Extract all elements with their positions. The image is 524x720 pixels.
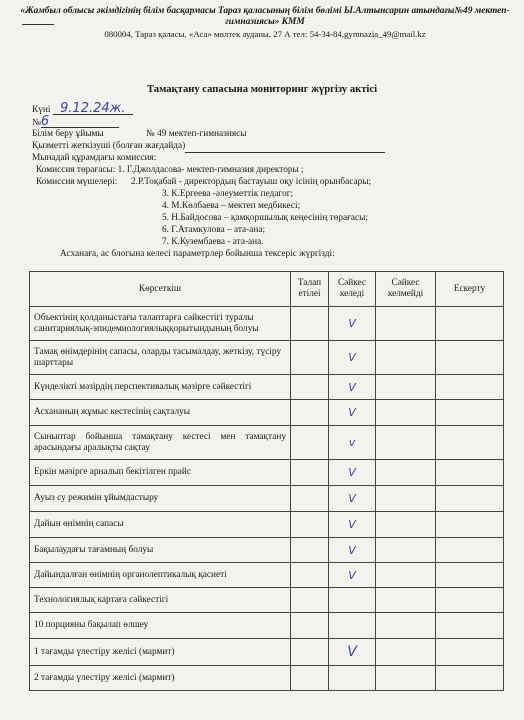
required-cell [291,307,329,341]
compliant-cell [329,613,376,639]
note-cell [436,400,504,426]
indicator-cell: Бақылаудағы тағамның болуы [30,538,291,563]
col-header-indicator: Көрсеткіш [30,272,291,307]
header-organization: «Жамбыл облысы әкімдігінің білім басқармасы Тараз қаласының білім бөлімі Ы.Алтынсарин атындағы№49 мектеп-гимназиясы» КММ [20,6,510,27]
required-cell [291,486,329,512]
indicator-cell: Объектінің қолданыстағы талаптарға сәйкестігі туралы санитариялық-эпидемиологиялыққорытындының болуы [30,307,291,341]
table-row [30,375,504,400]
member-line: 3. К.Ергеева -әлеуметтік педагог; [162,189,294,199]
member-line: 6. Г.Атамкулова – ата-ана; [162,225,266,235]
noncompliant-cell [376,426,436,460]
number-line [32,116,119,129]
table-row [30,639,504,666]
check-mark: v [348,436,356,449]
check-mark: V [347,644,357,660]
note-cell [436,512,504,538]
table-row [30,538,504,563]
compliant-cell [329,538,376,563]
noncompliant-cell [376,666,436,691]
compliant-cell [329,341,376,375]
check-mark: V [348,492,356,505]
member-line: 2.Р.Тоқабай - директордың бастауыш оқу ісінің орынбасары; [131,177,372,187]
required-cell [291,341,329,375]
compliant-cell [329,639,376,666]
required-cell [291,563,329,588]
col-header-note: Ескерту [436,272,504,307]
indicator-cell: Технологиялық картаға сәйкестігі [30,588,291,613]
header-rule [22,24,54,25]
indicator-cell: Тамақ өнімдерінің сапасы, оларды тасымалдау, жеткізу, түсіру шарттары [30,341,291,375]
check-mark: V [348,466,356,479]
indicator-cell: Асхананың жұмыс кестесінің сақталуы [30,400,291,426]
compliant-cell [329,375,376,400]
noncompliant-cell [376,613,436,639]
chair-line: Комиссия төрағасы: 1. Г.Джолдасова- мектеп-гимназия директоры ; [36,165,304,175]
date-label: Күні [32,105,51,115]
noncompliant-cell [376,341,436,375]
table-row [30,563,504,588]
check-mark: V [348,568,356,582]
noncompliant-cell [376,538,436,563]
note-cell [436,613,504,639]
table-row [30,613,504,639]
required-cell [291,512,329,538]
indicator-cell: Сыныптар бойынша тамақтану кестесі мен тамақтану арасындағы аралықты сақтау [30,426,291,460]
compliant-cell [329,588,376,613]
noncompliant-cell [376,512,436,538]
staff-blank [185,141,385,153]
col-header-required: Талап етілеі [291,272,329,307]
required-cell [291,538,329,563]
note-cell [436,307,504,341]
required-cell [291,613,329,639]
indicator-cell: Ауыз су режимін ұйымдастыру [30,486,291,512]
required-cell [291,666,329,691]
noncompliant-cell [376,639,436,666]
commission-intro: Мынадай құрамдағы комиссия: [32,153,157,163]
noncompliant-cell [376,400,436,426]
indicator-cell: 1 тағамды үлестіру желісі (мармит) [30,639,291,666]
required-cell [291,460,329,486]
members-label: Комиссия мүшелері: [36,177,118,187]
compliant-cell [329,486,376,512]
note-cell [436,341,504,375]
monitoring-table [29,271,504,691]
table-row [30,512,504,538]
note-cell [436,538,504,563]
noncompliant-cell [376,563,436,588]
staff-label: Қызметті жеткізуші (болған жағдайда) [32,141,186,151]
table-header-row [30,272,504,307]
required-cell [291,426,329,460]
header-address: 080004, Тараз қаласы, «Аса» мөлтек ауданы, 27 А тел: 54-34-84,gymnazia_49@mail.kz [104,29,426,39]
indicator-cell: Еркін мәзірге арналып бекітілген прайс [30,460,291,486]
inspection-intro: Асханаға, ас блогына келесі параметрлер бойынша тексеріс жүргізді: [60,249,335,259]
table-row [30,460,504,486]
check-mark: V [348,406,356,419]
organization-line [32,129,246,140]
compliant-cell [329,666,376,691]
organization-value: № 49 мектеп-гимназиясы [145,129,247,139]
number-value: 6 [41,116,119,128]
compliant-cell [329,512,376,538]
note-cell [436,639,504,666]
check-mark: V [348,317,356,330]
indicator-cell: Дайын өнімнің сапасы [30,512,291,538]
member-line: 7. К.Кузембаева - ата-ана. [162,237,264,247]
note-cell [436,588,504,613]
compliant-cell [329,426,376,460]
check-mark: V [348,518,356,531]
organization-label: Білім беру ұйымы [32,129,104,139]
required-cell [291,639,329,666]
indicator-cell: 10 порцияны бақылап өлшеу [30,613,291,639]
table-row [30,666,504,691]
table-row [30,426,504,460]
compliant-cell [329,460,376,486]
compliant-cell [329,563,376,588]
indicator-cell: 2 тағамды үлестіру желісі (мармит) [30,666,291,691]
required-cell [291,400,329,426]
col-header-noncompliant: Сәйкес келмейді [376,272,436,307]
note-cell [436,486,504,512]
table-row [30,588,504,613]
note-cell [436,563,504,588]
compliant-cell [329,400,376,426]
noncompliant-cell [376,307,436,341]
noncompliant-cell [376,588,436,613]
table-row [30,307,504,341]
required-cell [291,375,329,400]
compliant-cell [329,307,376,341]
note-cell [436,375,504,400]
member-line: 4. М.Көлбаева – мектеп медбикесі; [162,201,301,211]
member-line: 5. Н.Байдосова – қамқоршылық кеңесінің төрағасы; [162,213,369,223]
col-header-compliant: Сәйкес келеді [329,272,376,307]
date-value: 9.12.24ж. [53,103,133,115]
check-mark: V [348,543,356,557]
note-cell [436,426,504,460]
check-mark: V [348,380,356,394]
page-title: Тамақтану сапасына мониторинг жүргізу актісі [146,84,378,95]
noncompliant-cell [376,460,436,486]
noncompliant-cell [376,375,436,400]
noncompliant-cell [376,486,436,512]
note-cell [436,666,504,691]
required-cell [291,588,329,613]
table-row [30,400,504,426]
note-cell [436,460,504,486]
indicator-cell: Дайындалған өнімнің органолептикалық қасиеті [30,563,291,588]
number-label: № [32,118,41,128]
staff-line [32,141,385,153]
table-row [30,341,504,375]
indicator-cell: Күнделікті мәзірдің перспективалық мәзірге сәйкестігі [30,375,291,400]
table-row [30,486,504,512]
check-mark: V [348,351,356,364]
